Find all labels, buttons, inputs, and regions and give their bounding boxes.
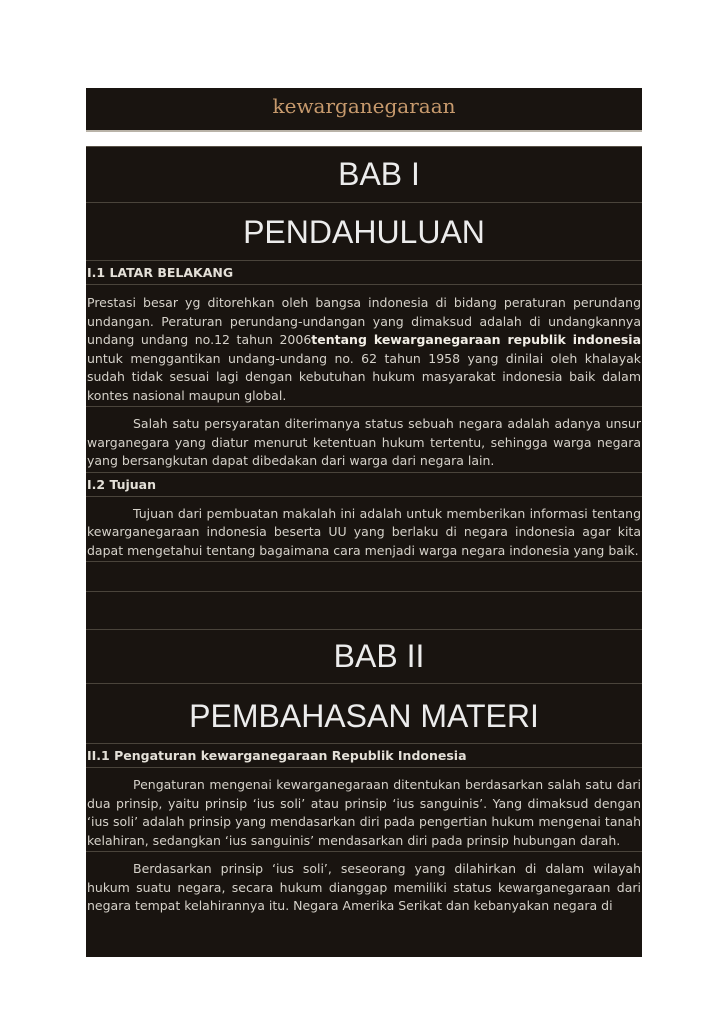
paragraph-pengaturan-1: Pengaturan mengenai kewarganegaraan ditentukan berdasarkan salah satu dari dua prinsip, yaitu prinsip ‘ius soli’ atau prinsip ‘ius sanguinis’. Yang dimaksud dengan ‘ius soli’ adalah prinsip yang mendasarkan diri pada pengertian hukum mengenai tanah kelahiran, sedangkan ‘ius sanguinis’ mendasarkan diri pada prinsip hubungan darah. [86,768,642,852]
paragraph-bold-text: tentang kewarganegaraan republik indonesia [311,332,642,347]
paragraph-latar-belakang-1 [86,285,642,407]
chapter-heading-bab-1: BAB I [86,147,642,203]
chapter-heading-bab-2: BAB II [86,630,642,684]
spacer [86,562,642,592]
chapter-subheading-pendahuluan: PENDAHULUAN [86,203,642,261]
chapter-subheading-pembahasan: PEMBAHASAN MATERI [86,684,642,744]
paragraph-tujuan: Tujuan dari pembuatan makalah ini adalah untuk memberikan informasi tentang kewarganegaraan indonesia beserta UU yang berlaku di negara indonesia agar kita dapat mengetahui tentang bagaimana cara menjadi warga negara indonesia yang baik. [86,497,642,563]
section-title-tujuan: I.2 Tujuan [86,473,642,497]
spacer [86,592,642,630]
paragraph-latar-belakang-2: Salah satu persyaratan diterimanya status sebuah negara adalah adanya unsur warganegara yang diatur menurut ketentuan hukum tertentu, sehingga warga negara yang bersangkutan dapat dibedakan dari warga dari negara lain. [86,407,642,473]
paragraph-text: Prestasi besar yg ditorehkan oleh bangsa indonesia di bidang peraturan perundang undangan. Peraturan perundang-undangan yang dimaksud adalah di undangkannya undang undang no.12 tahun 2006 [87,295,641,347]
paragraph-text: untuk menggantikan undang-undang no. 62 tahun 1958 yang dinilai oleh khalayak sudah tidak sesuai lagi dengan kebutuhan hukum masyarakat indonesia baik dalam kontes nasional maupun global. [87,350,641,403]
section-title-pengaturan: II.1 Pengaturan kewarganegaraan Republik Indonesia [86,744,642,768]
document-title: kewarganegaraan [272,94,456,118]
document-title-bar [86,88,642,132]
document-body [86,146,642,957]
section-title-latar-belakang: I.1 LATAR BELAKANG [86,261,642,285]
paragraph-pengaturan-2: Berdasarkan prinsip ‘ius soli’, seseorang yang dilahirkan di dalam wilayah hukum suatu negara, secara hukum dianggap memiliki status kewarganegaraan dari negara tempat kelahirannya itu. Negara Amerika Serikat dan kebanyakan negara di [87,861,641,913]
